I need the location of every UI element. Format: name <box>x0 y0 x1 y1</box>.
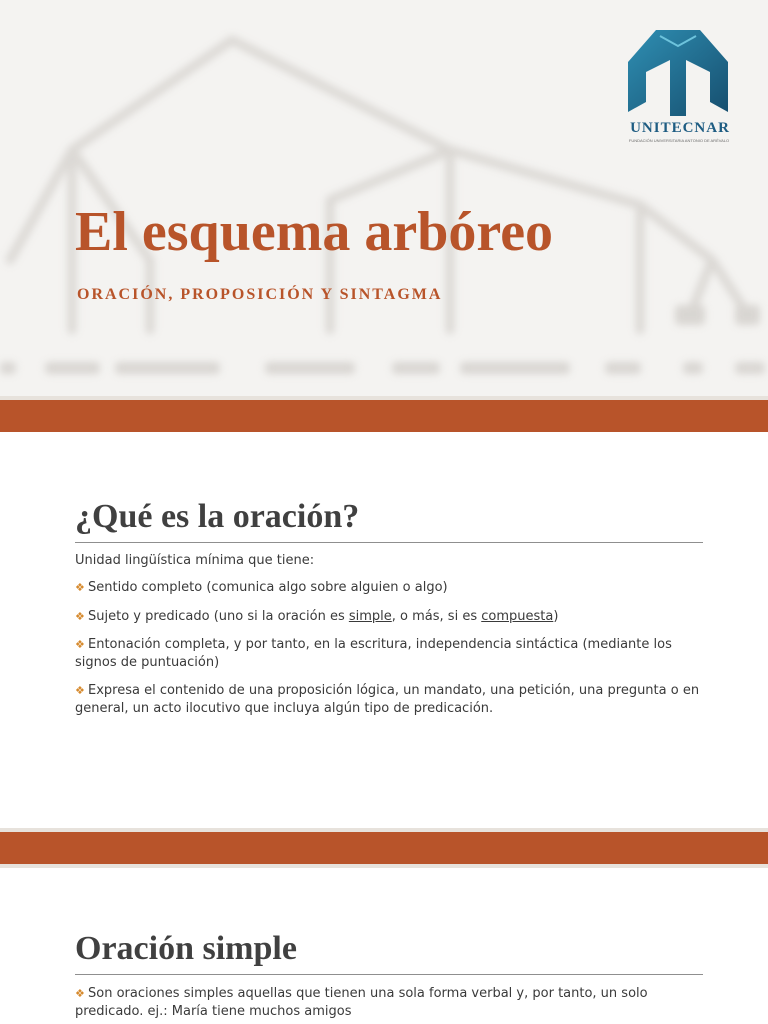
diamond-bullet-icon: ❖ <box>75 987 85 1000</box>
slide-oracion-simple <box>0 864 768 1024</box>
link-simple[interactable]: simple <box>348 608 392 624</box>
slide-heading: ¿Qué es la oración? <box>75 498 360 535</box>
accent-band <box>0 400 768 432</box>
slide-que-es-la-oracion <box>0 432 768 832</box>
presentation-subtitle: ORACIÓN, PROPOSICIÓN Y SINTAGMA <box>77 286 443 303</box>
diamond-bullet-icon: ❖ <box>75 609 85 623</box>
logo-caption: FUNDACIÓN UNIVERSITARIA ANTONIO DE ARÉVALO <box>628 138 730 143</box>
list-item: ❖ Sentido completo (comunica algo sobre alguien o algo) <box>75 580 448 595</box>
link-compuesta[interactable]: compuesta <box>481 608 554 624</box>
diamond-bullet-icon: ❖ <box>75 638 85 651</box>
list-item: ❖ Entonación completa, y por tanto, en la escritura, independencia sintáctica (mediante los signos de puntuación) <box>75 637 672 670</box>
title-slide <box>0 0 768 432</box>
bullet-list <box>75 579 703 728</box>
presentation-title: El esquema arbóreo <box>75 201 554 263</box>
list-item: ❖ Expresa el contenido de una proposición lógica, un mandato, una petición, una pregunta o en general, un acto ilocutivo que incluya algún tipo de predicación. <box>75 683 700 716</box>
bullet-list <box>75 985 703 1024</box>
slide-heading: Oración simple <box>75 930 297 967</box>
heading-rule <box>75 974 703 975</box>
diamond-bullet-icon: ❖ <box>75 581 85 594</box>
accent-band <box>0 832 768 864</box>
list-item: ❖ Sujeto y predicado (uno si la oración es simple, o más, si es compuesta) <box>75 608 559 624</box>
intro-text: Unidad lingüística mínima que tiene: <box>75 553 315 568</box>
slide-divider <box>0 864 768 868</box>
diamond-bullet-icon: ❖ <box>75 684 85 697</box>
list-item: ❖ Son oraciones simples aquellas que tienen una sola forma verbal y, por tanto, un solo predicado. ej.: María tiene muchos amigos <box>75 986 648 1019</box>
heading-rule <box>75 542 703 543</box>
logo-name: UNITECNAR <box>630 120 730 136</box>
